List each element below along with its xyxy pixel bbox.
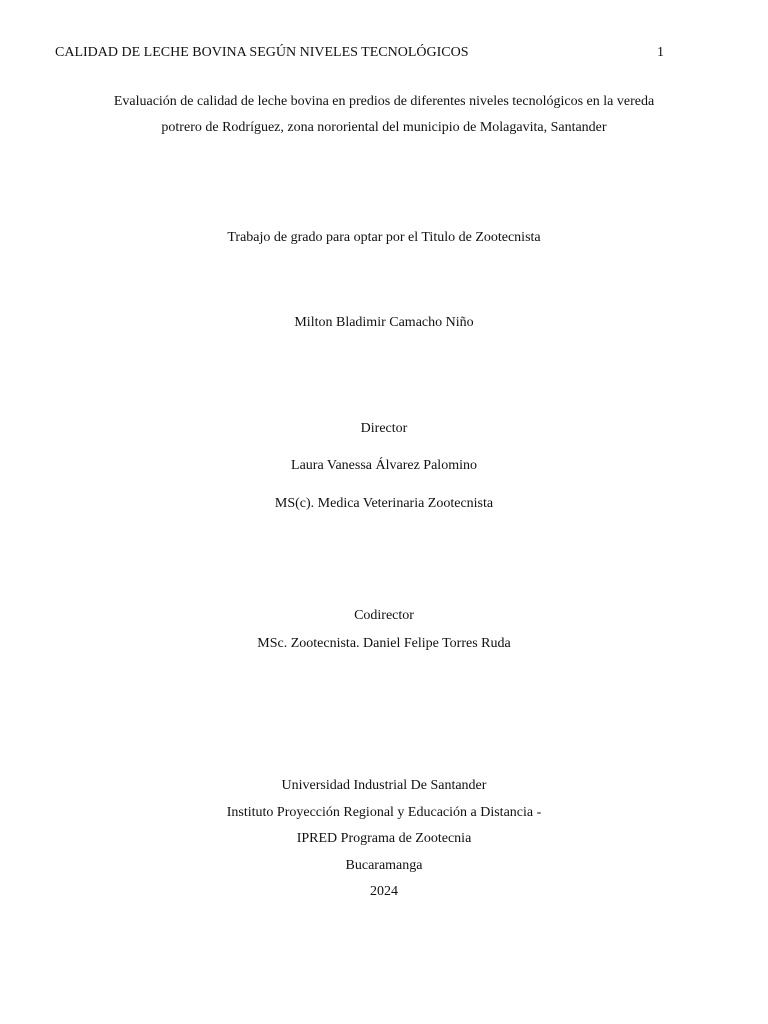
institute-name: Instituto Proyección Regional y Educación a Distancia - xyxy=(226,805,542,820)
codirector-label: Codirector xyxy=(354,608,414,623)
director-label: Director xyxy=(360,421,408,436)
city-name: Bucaramanga xyxy=(345,858,423,873)
university-name: Universidad Industrial De Santander xyxy=(281,778,487,793)
publication-year: 2024 xyxy=(370,884,398,899)
running-head: CALIDAD DE LECHE BOVINA SEGÚN NIVELES TECNOLÓGICOS xyxy=(55,45,469,60)
codirector-name: MSc. Zootecnista. Daniel Felipe Torres Ruda xyxy=(257,636,511,651)
thesis-title-line-2: potrero de Rodríguez, zona nororiental del municipio de Molagavita, Santander xyxy=(161,120,607,135)
degree-purpose: Trabajo de grado para optar por el Titulo de Zootecnista xyxy=(227,230,541,245)
program-name: IPRED Programa de Zootecnia xyxy=(296,831,472,846)
director-name: Laura Vanessa Álvarez Palomino xyxy=(291,458,477,473)
author-name: Milton Bladimir Camacho Niño xyxy=(294,315,474,330)
director-credentials: MS(c). Medica Veterinaria Zootecnista xyxy=(274,496,494,511)
page-number: 1 xyxy=(657,45,664,60)
thesis-title-line-1: Evaluación de calidad de leche bovina en predios de diferentes niveles tecnológicos en la vereda xyxy=(113,94,655,109)
